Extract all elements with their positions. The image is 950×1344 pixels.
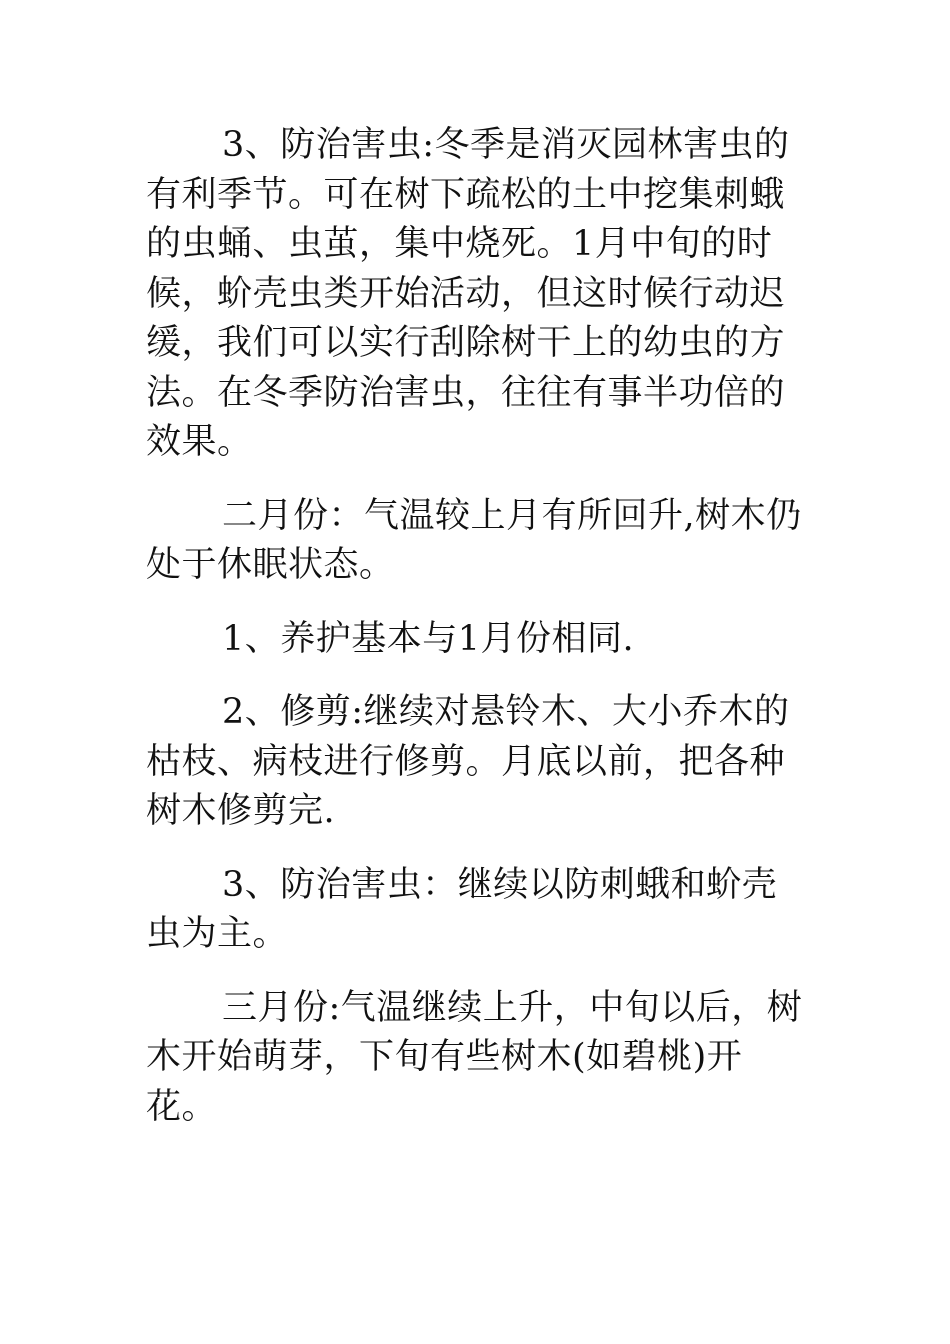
paragraph-pest-control-winter: 3、防治害虫:冬季是消灭园林害虫的有利季节。可在树下疏松的土中挖集刺蛾的虫蛹、虫茧，集中烧死。1月中旬的时候，蚧壳虫类开始活动，但这时候行动迟缓，我们可以实行刮除树干上的幼虫的方法。在冬季防治害虫，往往有事半功倍的效果。: [146, 125, 790, 462]
paragraph-maintenance: 1、养护基本与1月份相同.: [222, 618, 635, 659]
document-body: [146, 121, 806, 1156]
paragraph-february-heading: 二月份：气温较上月有所回升,树木仍处于休眠状态。: [146, 495, 802, 585]
paragraph-march-heading: 三月份:气温继续上升，中旬以后，树木开始萌芽，下旬有些树木(如碧桃)开花。: [146, 987, 803, 1127]
paragraph-pruning: 2、修剪:继续对悬铃木、大小乔木的枯枝、病枝进行修剪。月底以前，把各种树木修剪完.: [146, 692, 790, 831]
paragraph-pest-control-february: 3、防治害虫：继续以防刺蛾和蚧壳虫为主。: [146, 864, 778, 954]
